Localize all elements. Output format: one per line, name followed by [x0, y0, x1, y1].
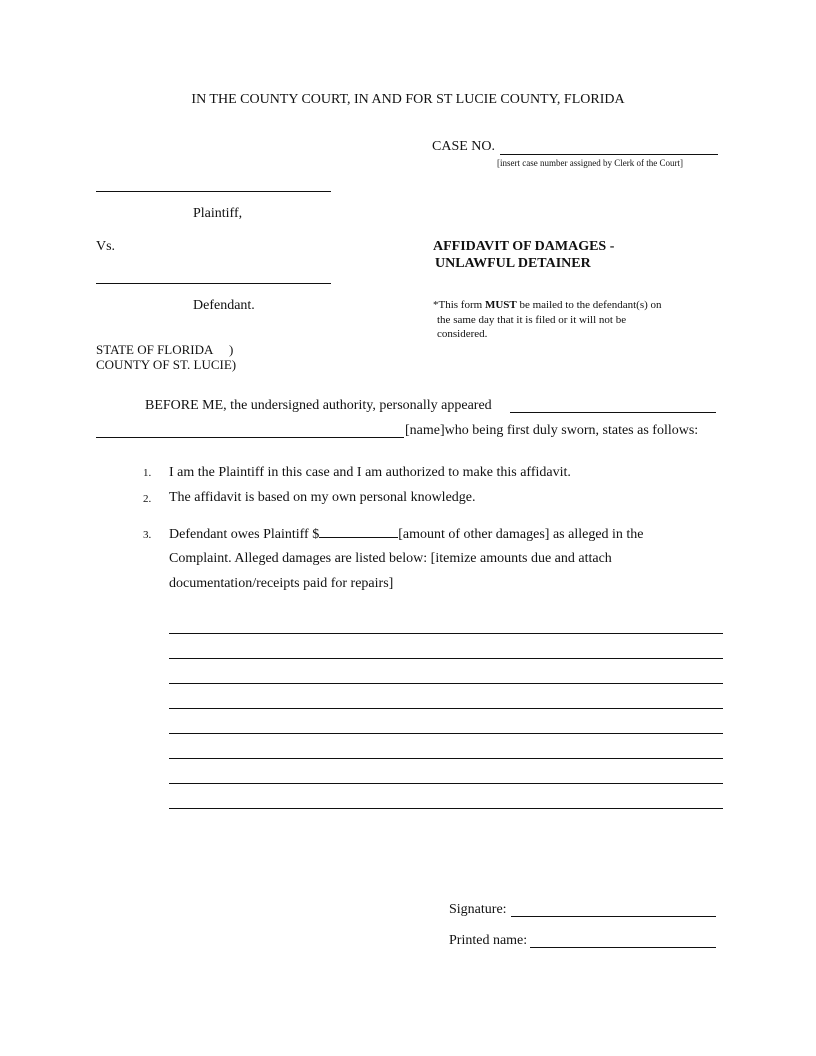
- item3-line3: documentation/receipts paid for repairs]: [169, 576, 394, 591]
- printed-name-field[interactable]: [530, 947, 716, 948]
- name-continuation-field[interactable]: [96, 437, 404, 438]
- item-number: 1.: [143, 467, 152, 479]
- notice-suffix: be mailed to the defendant(s) on: [516, 299, 662, 311]
- printed-name-label: Printed name:: [449, 933, 528, 948]
- itemized-damages-line[interactable]: [169, 733, 723, 734]
- itemized-damages-line[interactable]: [169, 633, 723, 634]
- item-text: The affidavit is based on my own personal knowledge.: [169, 490, 476, 505]
- county-line: COUNTY OF ST. LUCIE): [96, 357, 237, 372]
- plaintiff-label: Plaintiff,: [193, 206, 243, 221]
- item3-line2: Complaint. Alleged damages are listed below: [itemize amounts due and attach: [169, 551, 612, 566]
- form-title-line2: UNLAWFUL DETAINER: [435, 256, 591, 271]
- plaintiff-name-field[interactable]: [96, 191, 331, 192]
- state-line: STATE OF FLORIDA ): [96, 342, 234, 357]
- form-title-line1: AFFIDAVIT OF DAMAGES -: [433, 239, 615, 254]
- notice-line3: considered.: [437, 328, 488, 340]
- notice-line1: [433, 299, 662, 311]
- itemized-damages-line[interactable]: [169, 658, 723, 659]
- intro-text: BEFORE ME, the undersigned authority, personally appeared: [145, 398, 492, 413]
- itemized-damages-line[interactable]: [169, 808, 723, 809]
- court-title: IN THE COUNTY COURT, IN AND FOR ST LUCIE COUNTY, FLORIDA: [191, 92, 625, 107]
- case-number-note: [insert case number assigned by Clerk of the Court]: [497, 158, 683, 168]
- intro-continuation: [name]who being first duly sworn, states as follows:: [405, 423, 699, 438]
- case-number-field[interactable]: [500, 154, 718, 155]
- notice-line2: the same day that it is filed or it will not be: [437, 314, 627, 326]
- notice-prefix: *This form: [433, 299, 485, 311]
- vs-label: Vs.: [96, 239, 116, 254]
- signature-label: Signature:: [449, 902, 507, 917]
- notice-emphasis: MUST: [484, 299, 517, 311]
- itemized-damages-line[interactable]: [169, 758, 723, 759]
- itemized-damages-line[interactable]: [169, 683, 723, 684]
- item-text: I am the Plaintiff in this case and I am authorized to make this affidavit.: [169, 465, 571, 480]
- case-number-label: CASE NO.: [432, 139, 496, 154]
- item-number: 3.: [143, 529, 152, 541]
- item3-line1: [169, 525, 644, 543]
- itemized-damages-line[interactable]: [169, 708, 723, 709]
- itemized-damages-line[interactable]: [169, 783, 723, 784]
- signature-field[interactable]: [511, 916, 716, 917]
- item3-post: [amount of other damages] as alleged in the: [398, 527, 644, 542]
- item-number: 2.: [143, 493, 152, 505]
- defendant-name-field[interactable]: [96, 283, 331, 284]
- appeared-name-field[interactable]: [510, 412, 716, 413]
- defendant-label: Defendant.: [193, 298, 255, 313]
- damages-amount-field[interactable]: [319, 525, 398, 538]
- item3-pre: Defendant owes Plaintiff $: [169, 527, 320, 542]
